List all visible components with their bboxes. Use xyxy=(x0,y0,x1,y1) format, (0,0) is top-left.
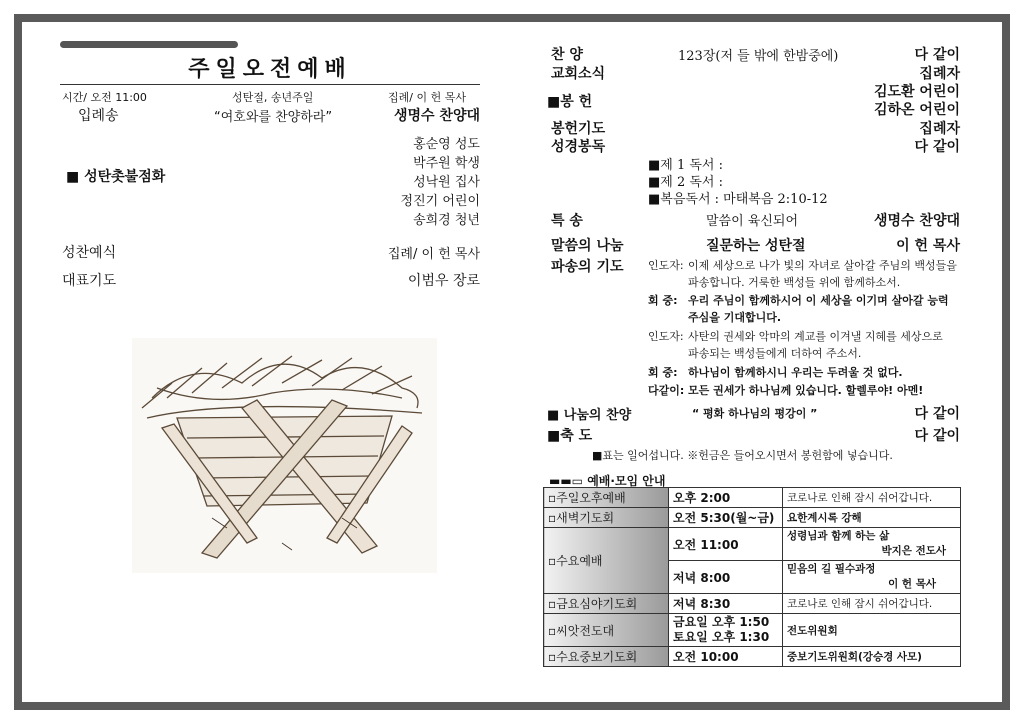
schedule-time: 저녁 8:00 xyxy=(669,561,783,594)
schedule-note xyxy=(783,561,961,594)
liturgy-text: 모든 권세가 하나님께 있습니다. 할렐루야! 아멘! xyxy=(688,384,924,397)
schedule-time: 오후 2:00 xyxy=(669,488,783,508)
schedule-time: 저녁 8:30 xyxy=(669,594,783,614)
schedule-header-icon: ▬▬▭ xyxy=(549,474,588,488)
schedule-note-line: 믿음의 길 필수과정 xyxy=(787,563,876,575)
schedule-time: 오전 10:00 xyxy=(669,647,783,667)
reading-label: 성경봉독 xyxy=(551,139,606,155)
liturgy-text: 주심을 기대합니다. xyxy=(688,311,782,324)
schedule-name: ▫금요심야기도회 xyxy=(544,594,669,614)
decorative-bar xyxy=(60,41,238,48)
leader: 집례/ 이 헌 목사 xyxy=(388,91,466,104)
hymn-by: 다 같이 xyxy=(914,47,960,63)
reading-item: ■제 1 독서 : xyxy=(648,158,724,173)
sharing-song-by: 다 같이 xyxy=(914,406,960,422)
schedule-time-line: 금요일 오후 1:50 xyxy=(673,615,770,629)
service-time: 시간/ 오전 11:00 xyxy=(62,91,147,104)
liturgy-speaker: 인도자: xyxy=(648,259,684,272)
offering-by: 김도환 어린이 xyxy=(873,84,960,100)
entrance-song: “여호와를 찬양하라” xyxy=(214,110,333,125)
candle-name: 박주원 학생 xyxy=(413,156,480,171)
liturgy-text: 사탄의 권세와 악마의 계교를 이겨낼 지혜를 세상으로 xyxy=(688,330,943,343)
liturgy-speaker: 회 중: xyxy=(648,294,678,307)
table-row xyxy=(544,647,961,667)
candle-label: ■ 성탄촛불점화 xyxy=(66,169,166,185)
sending-label: 파송의 기도 xyxy=(551,259,624,275)
sharing-song: “ 평화 하나님의 평강이 ” xyxy=(692,407,818,420)
schedule-note: 전도위원회 xyxy=(783,614,961,647)
candle-name: 성낙원 집사 xyxy=(413,175,480,190)
liturgy-text: 파송합니다. 거룩한 백성들 위에 함께하소서. xyxy=(688,276,901,289)
schedule-time xyxy=(669,614,783,647)
reading-by: 다 같이 xyxy=(914,139,960,155)
offering-prayer-label: 봉헌기도 xyxy=(551,121,606,137)
schedule-note: 중보기도위원회(강승경 사모) xyxy=(783,647,961,667)
liturgy-speaker: 인도자: xyxy=(648,330,684,343)
candle-name: 송희경 청년 xyxy=(413,213,480,228)
hymn-song: 123장(저 들 밖에 한밤중에) xyxy=(678,49,839,64)
schedule-note xyxy=(783,528,961,561)
entrance-label: 입례송 xyxy=(78,108,119,124)
liturgy-text: 파송되는 백성들에게 더하여 주소서. xyxy=(688,347,862,360)
sermon-label: 말씀의 나눔 xyxy=(551,238,624,254)
schedule-name: ▫씨앗전도대 xyxy=(544,614,669,647)
schedule-note-line: 이 헌 목사 xyxy=(888,578,936,590)
candle-name: 홍순영 성도 xyxy=(413,137,480,152)
table-row xyxy=(544,508,961,528)
liturgy-speaker: 다같이: xyxy=(648,384,685,397)
special-by: 생명수 찬양대 xyxy=(873,213,960,229)
special-label: 특 송 xyxy=(551,213,583,229)
sermon-title: 질문하는 성탄절 xyxy=(706,238,806,254)
offering-label: ■봉 헌 xyxy=(547,94,593,110)
table-row xyxy=(544,594,961,614)
liturgy-speaker: 회 중: xyxy=(648,366,678,379)
special-song: 말씀이 육신되어 xyxy=(706,214,799,229)
schedule-name: ▫새벽기도회 xyxy=(544,508,669,528)
schedule-note: 요한계시록 강해 xyxy=(783,508,961,528)
news-label: 교회소식 xyxy=(551,66,606,82)
prayer-label: 대표기도 xyxy=(62,273,117,289)
title-divider xyxy=(60,84,480,85)
manger-illustration xyxy=(132,338,437,573)
reading-item: ■제 2 독서 : xyxy=(648,175,724,190)
candle-name: 정진기 어린이 xyxy=(400,194,480,209)
liturgy-text: 우리 주님이 함께하시어 이 세상을 이기며 살아갈 능력 xyxy=(688,294,949,307)
schedule-note: 코로나로 인해 잠시 쉬어갑니다. xyxy=(783,594,961,614)
liturgy-text: 이제 세상으로 나가 빛의 자녀로 살아갈 주님의 백성들을 xyxy=(688,259,957,272)
reading-item: ■복음독서 : 마태복음 2:10-12 xyxy=(648,192,828,207)
schedule-time-line: 토요일 오후 1:30 xyxy=(673,630,770,644)
footnote: ■표는 일어섭니다. ※헌금은 들어오시면서 봉헌함에 넣습니다. xyxy=(592,449,893,462)
occasion: 성탄절, 송년주일 xyxy=(232,91,314,104)
schedule-name: ▫수요예배 xyxy=(544,528,669,594)
sermon-by: 이 헌 목사 xyxy=(896,238,960,254)
offering-prayer-by: 집례자 xyxy=(919,121,960,137)
offering-by: 김하온 어린이 xyxy=(873,102,960,118)
schedule-time: 오전 5:30(월~금) xyxy=(669,508,783,528)
schedule-note-line: 박지은 전도사 xyxy=(881,545,946,557)
schedule-note-line: 성령님과 함께 하는 삶 xyxy=(787,530,890,542)
communion-by: 집례/ 이 헌 목사 xyxy=(387,247,480,262)
table-row xyxy=(544,614,961,647)
blessing-label: ■축 도 xyxy=(547,428,593,444)
table-row xyxy=(544,528,961,561)
schedule-note: 코로나로 인해 잠시 쉬어갑니다. xyxy=(783,488,961,508)
news-by: 집례자 xyxy=(919,66,960,82)
schedule-name: ▫주일오후예배 xyxy=(544,488,669,508)
prayer-by: 이범우 장로 xyxy=(407,273,480,289)
schedule-table xyxy=(543,487,961,667)
schedule-time: 오전 11:00 xyxy=(669,528,783,561)
page-title: 주일오전예배 xyxy=(188,57,352,82)
communion-label: 성찬예식 xyxy=(62,245,117,261)
entrance-by: 생명수 찬양대 xyxy=(393,108,480,124)
blessing-by: 다 같이 xyxy=(914,428,960,444)
sharing-song-label: ■ 나눔의 찬양 xyxy=(547,408,632,423)
hymn-label: 찬 양 xyxy=(551,47,583,63)
liturgy-text: 하나님이 함께하시니 우리는 두려울 것 없다. xyxy=(688,366,903,379)
schedule-name: ▫수요중보기도회 xyxy=(544,647,669,667)
schedule-title: 예배·모임 안내 xyxy=(587,474,666,488)
table-row xyxy=(544,488,961,508)
